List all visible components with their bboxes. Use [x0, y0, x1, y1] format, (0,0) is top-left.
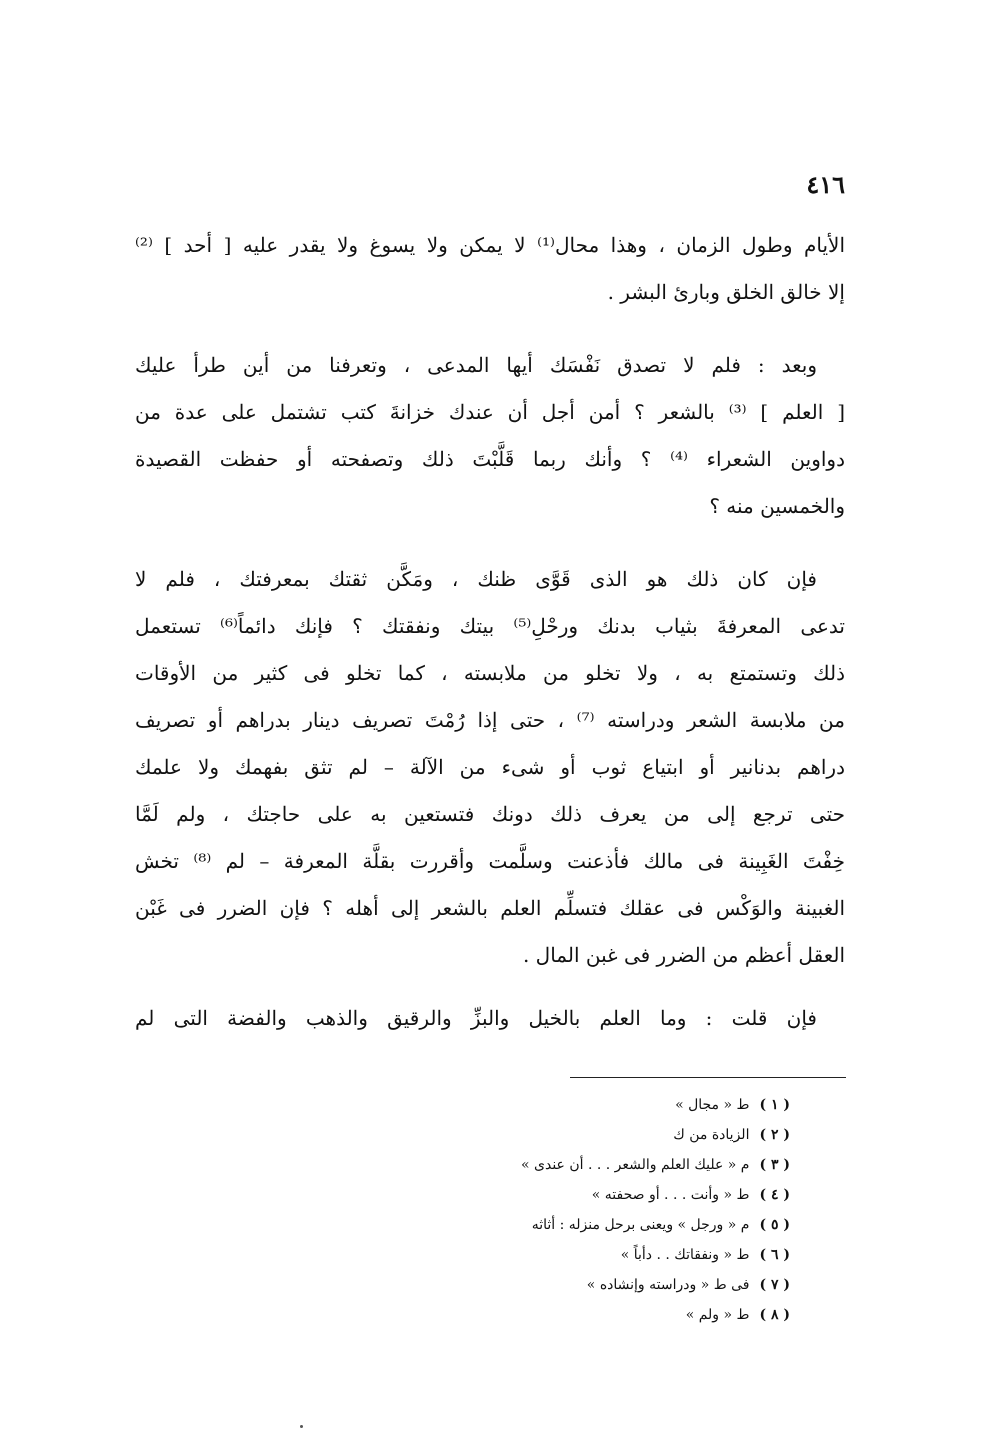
text-line: تدعى المعرفةَ بثياب بدنك ورحْلِ⁽⁵⁾ بيتك ونفقتك ؟ فإنك دائماً⁽⁶⁾ تستعمل	[135, 614, 845, 638]
text-line: من ملابسة الشعر ودراسته ⁽⁷⁾ ، حتى إذا رُمْتَ تصريف دينار بدراهم أو تصريف	[135, 708, 845, 732]
footnote-text: ط « وأنت . . . أو صحفته »	[591, 1187, 750, 1203]
paragraph-gap	[135, 979, 845, 995]
footnote-item	[420, 1300, 790, 1330]
text-line: دواوين الشعراء ⁽⁴⁾ ؟ وأنك ربما قَلَّبْتَ ذلك وتصفحته أو حفظت القصيدة	[135, 447, 845, 471]
footnote-text: م « عليك العلم والشعر . . . أن عندى »	[521, 1157, 750, 1173]
footnote-number: ( ٨ )	[759, 1307, 790, 1323]
text-line: فإن كان ذلك هو الذى قَوَّى ظنك ، ومَكَّن ثقتك بمعرفتك ، فلم لا	[135, 567, 817, 591]
text-line: فإن قلت : وما العلم بالخيل والبزِّ والرقيق والذهب والفضة التى لم	[135, 1006, 817, 1030]
footnote-item	[420, 1180, 790, 1210]
text-line: الأيام وطول الزمان ، وهذا محال⁽¹⁾ لا يمكن ولا يسوغ ولا يقدر عليه [ أحد ] ⁽²⁾	[135, 233, 845, 257]
footnotes	[420, 1090, 790, 1330]
footnote-item	[420, 1210, 790, 1240]
text-line: خِفْتَ الغَبِينة فى مالك فأذعنت وسلَّمت وأقررت بقلَّة المعرفة – لم ⁽⁸⁾ تخش	[135, 849, 846, 873]
footnote-number: ( ٤ )	[759, 1187, 790, 1203]
text-line: إلا خالق الخلق وبارئ البشر .	[607, 280, 845, 304]
paragraph-gap	[135, 316, 845, 342]
text-line: العقل أعظم من الضرر فى غبن المال .	[522, 943, 845, 967]
footnote-item	[420, 1270, 790, 1300]
text-line: ذلك وتستمتع به ، ولا تخلو من ملابسته ، كما تخلو فى كثير من الأوقات	[135, 661, 845, 685]
footnote-number: ( ٥ )	[759, 1217, 790, 1233]
footnote-text: ط « ولم »	[685, 1307, 750, 1323]
page-number: ٤١٦	[806, 170, 845, 199]
footnote-text: م « ورجل » ويعنى برحل منزله : أثاثه	[531, 1217, 750, 1233]
footnote-item	[420, 1090, 790, 1120]
paragraph-gap	[135, 530, 845, 556]
footnote-item	[420, 1120, 790, 1150]
footnote-number: ( ٦ )	[759, 1247, 790, 1263]
text-line: حتى ترجع إلى من يعرف ذلك دونك فتستعين به على حاجتك ، ولم لَمَّا	[135, 802, 845, 826]
footnote-number: ( ٣ )	[759, 1157, 790, 1173]
footnote-divider	[570, 1077, 846, 1078]
text-line: دراهم بدنانير أو ابتياع ثوب أو شىء من الآلة – لم تثق بفهمك ولا علمك	[135, 755, 846, 779]
text-line: [ العلم ] ⁽³⁾ بالشعر ؟ أمن أجل أن عندك خزانةَ كتب تشتمل على عدة من	[135, 400, 846, 424]
footnote-text: الزيادة من ك	[673, 1127, 750, 1143]
footnote-number: ( ٢ )	[759, 1127, 790, 1143]
footnote-number: ( ٧ )	[759, 1277, 790, 1293]
footnote-item	[420, 1240, 790, 1270]
text-line: والخمسين منه ؟	[709, 494, 845, 518]
scan-speck	[300, 1425, 303, 1428]
main-text	[135, 222, 845, 1042]
footnote-text: ط « ونفقاتك . . دأباً »	[620, 1247, 750, 1263]
footnote-item	[420, 1150, 790, 1180]
footnote-text: فى ط « ودراسته وإنشاده »	[586, 1277, 750, 1293]
text-line: وبعد : فلم لا تصدق نَفْسَك أيها المدعى ، وتعرفنا من أين طرأ عليك	[135, 353, 817, 377]
footnote-number: ( ١ )	[759, 1097, 790, 1113]
text-line: الغبينة والوَكْس فى عقلك فتسلِّم العلم بالشعر إلى أهله ؟ فإن الضرر فى غَبْن	[135, 896, 845, 920]
footnote-text: ط « مجال »	[675, 1097, 750, 1113]
